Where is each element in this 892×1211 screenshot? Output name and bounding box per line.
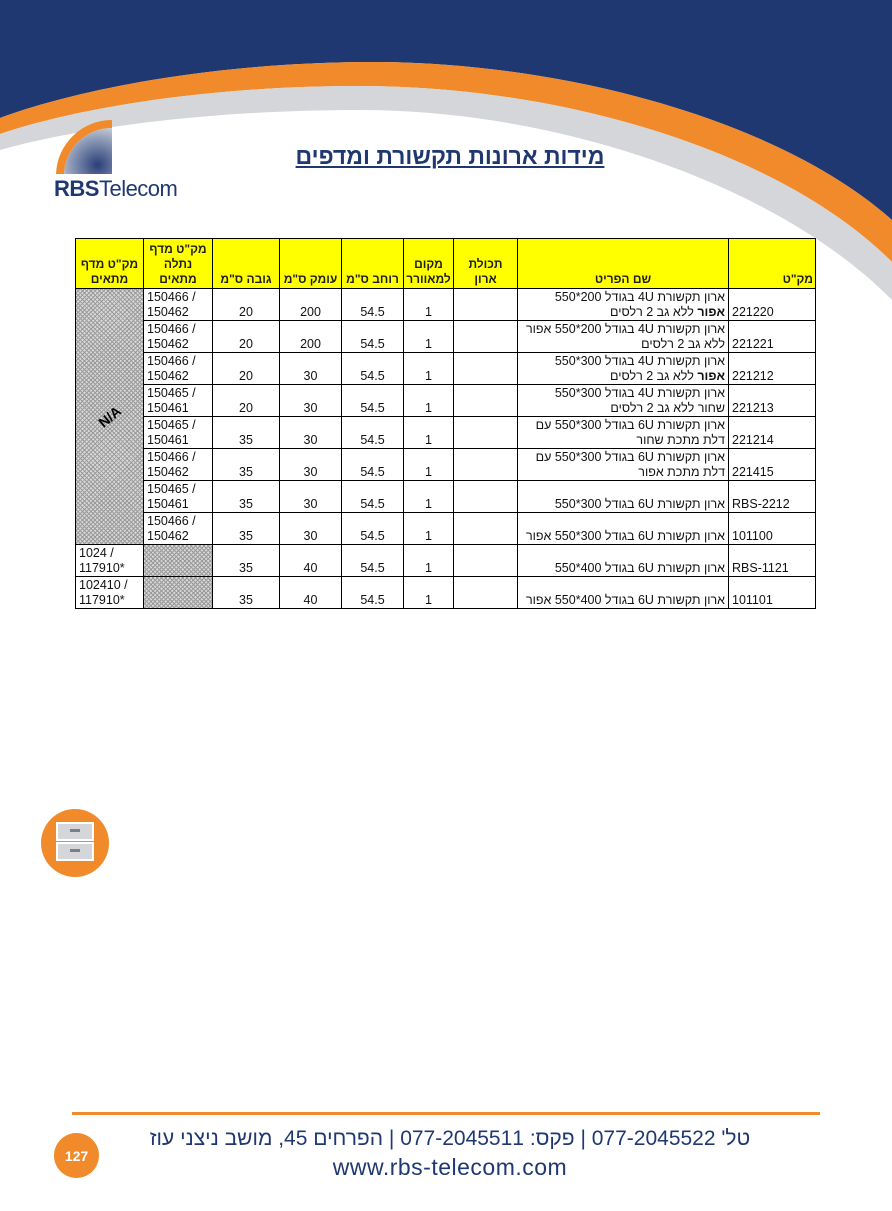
item-color-bold: אפור [697, 369, 725, 383]
table-row [76, 577, 816, 609]
footer-contact: טל' 077-2045522 | פקס: 077-2045511 | הפרחים 45, מושב ניצני עוז [149, 1127, 751, 1150]
cell-item-name [518, 577, 729, 609]
cell-height: 35 [213, 545, 280, 577]
cell-fan-slot: 1 [404, 353, 454, 385]
table-row [76, 321, 816, 353]
cell-depth: 30 [280, 481, 342, 513]
header-item-name: שם הפריט [518, 239, 729, 289]
cell-volume [454, 321, 518, 353]
cabinet-dimensions-table [75, 238, 816, 609]
cell-hanging-shelf: 150466 / 150462 [144, 513, 213, 545]
cell-hanging-shelf: 150466 / 150462 [144, 321, 213, 353]
cell-sku: RBS-2212 [729, 481, 816, 513]
cell-depth: 30 [280, 353, 342, 385]
brand-logo-text [54, 176, 177, 202]
item-name-line1: ארון תקשורת 4U בגודל 300*550 [554, 354, 725, 368]
cell-fan-slot: 1 [404, 513, 454, 545]
cell-hanging-shelf: 150466 / 150462 [144, 289, 213, 321]
cell-hanging-shelf: 150466 / 150462 [144, 449, 213, 481]
cell-depth: 200 [280, 289, 342, 321]
cell-item-name [518, 417, 729, 449]
item-name-line1: ארון תקשורת 4U בגודל 200*550 אפור [525, 322, 725, 336]
cell-volume [454, 385, 518, 417]
item-name-line1: ארון תקשורת 4U בגודל 200*550 [554, 290, 725, 304]
cell-item-name [518, 289, 729, 321]
cell-height: 20 [213, 385, 280, 417]
cell-width: 54.5 [342, 545, 404, 577]
cell-depth: 30 [280, 513, 342, 545]
cell-sku: 101100 [729, 513, 816, 545]
file-cabinet-icon [40, 808, 110, 878]
cell-volume [454, 353, 518, 385]
table-row [76, 481, 816, 513]
cell-depth: 30 [280, 417, 342, 449]
brand-name-light: Telecom [98, 176, 178, 201]
header-fan-slot: מקום למאוורר [404, 239, 454, 289]
table-row [76, 417, 816, 449]
cell-height: 35 [213, 481, 280, 513]
cell-item-name [518, 353, 729, 385]
cell-fan-slot: 1 [404, 481, 454, 513]
cell-height: 35 [213, 417, 280, 449]
cell-item-name [518, 385, 729, 417]
item-name-line1: ארון תקשורת 6U בגודל 300*550 עם [535, 418, 725, 432]
cell-item-name [518, 449, 729, 481]
item-name-rest: ארון תקשורת 6U בגודל 400*550 [554, 561, 725, 575]
item-name-rest: שחור ללא גב 2 רלסים [610, 401, 725, 415]
item-name-rest: דלת מתכת שחור [636, 433, 725, 447]
header-shelf: מק"ט מדף מתאים [76, 239, 144, 289]
cell-sku: 221212 [729, 353, 816, 385]
cell-sku: 221221 [729, 321, 816, 353]
cell-depth: 40 [280, 577, 342, 609]
table-header-row [76, 239, 816, 289]
item-color-bold: אפור [697, 305, 725, 319]
cell-item-name [518, 513, 729, 545]
cell-width: 54.5 [342, 577, 404, 609]
cell-sku: 101101 [729, 577, 816, 609]
cell-hanging-shelf-empty [144, 577, 213, 609]
cell-hanging-shelf: 150465 / 150461 [144, 385, 213, 417]
cell-width: 54.5 [342, 289, 404, 321]
cell-depth: 200 [280, 321, 342, 353]
table-row [76, 449, 816, 481]
table-row [76, 289, 816, 321]
header-depth: עומק ס"מ [280, 239, 342, 289]
cell-sku: 221213 [729, 385, 816, 417]
cell-volume [454, 513, 518, 545]
cell-width: 54.5 [342, 417, 404, 449]
item-name-line2 [521, 497, 725, 512]
cell-height: 35 [213, 513, 280, 545]
cell-shelf: 1024 / 117910* [76, 545, 144, 577]
cell-hanging-shelf-empty [144, 545, 213, 577]
item-name-rest: דלת מתכת אפור [638, 465, 725, 479]
header-width: רוחב ס"מ [342, 239, 404, 289]
header-sku: מק"ט [729, 239, 816, 289]
table-body [76, 289, 816, 609]
cell-width: 54.5 [342, 385, 404, 417]
item-name-rest: ללא גב 2 רלסים [641, 337, 725, 351]
cell-sku: 221214 [729, 417, 816, 449]
item-name-line1: ארון תקשורת 4U בגודל 300*550 [554, 386, 725, 400]
cell-item-name [518, 545, 729, 577]
cell-depth: 30 [280, 449, 342, 481]
item-name-line2 [521, 465, 725, 480]
footer-website-link[interactable]: www.rbs-telecom.com [332, 1154, 568, 1180]
cell-volume [454, 545, 518, 577]
item-name-line2 [521, 433, 725, 448]
page-number-badge: 127 [54, 1133, 99, 1178]
cell-height: 20 [213, 289, 280, 321]
cell-shelf-na [76, 289, 144, 545]
na-label: N/A [94, 402, 124, 430]
item-name-line2 [521, 529, 725, 544]
item-name-rest: ארון תקשורת 6U בגודל 300*550 אפור [525, 529, 725, 543]
item-name-line2 [521, 401, 725, 416]
cell-width: 54.5 [342, 481, 404, 513]
brand-name-bold: RBS [54, 176, 99, 201]
cell-fan-slot: 1 [404, 449, 454, 481]
cell-fan-slot: 1 [404, 289, 454, 321]
item-name-rest: ארון תקשורת 6U בגודל 400*550 אפור [525, 593, 725, 607]
header-height: גובה ס"מ [213, 239, 280, 289]
cell-fan-slot: 1 [404, 545, 454, 577]
cell-shelf: 102410 / 117910* [76, 577, 144, 609]
page-title: מידות ארונות תקשורת ומדפים [295, 143, 605, 169]
cell-fan-slot: 1 [404, 577, 454, 609]
table-row [76, 545, 816, 577]
cell-volume [454, 417, 518, 449]
cell-volume [454, 289, 518, 321]
item-name-rest: ללא גב 2 רלסים [610, 369, 698, 383]
item-name-rest: ארון תקשורת 6U בגודל 300*550 [554, 497, 725, 511]
cell-volume [454, 577, 518, 609]
cell-fan-slot: 1 [404, 321, 454, 353]
cell-sku: RBS-1121 [729, 545, 816, 577]
cell-volume [454, 481, 518, 513]
cell-volume [454, 449, 518, 481]
item-name-rest: ללא גב 2 רלסים [610, 305, 698, 319]
footer-divider [72, 1112, 820, 1115]
cell-width: 54.5 [342, 353, 404, 385]
table-row [76, 385, 816, 417]
item-name-line2 [521, 337, 725, 352]
cell-sku: 221415 [729, 449, 816, 481]
item-name-line2 [521, 369, 725, 384]
cell-fan-slot: 1 [404, 417, 454, 449]
header-hanging-shelf: מק"ט מדף נתלה מתאים [144, 239, 213, 289]
cell-depth: 40 [280, 545, 342, 577]
cell-width: 54.5 [342, 321, 404, 353]
cell-hanging-shelf: 150465 / 150461 [144, 481, 213, 513]
cell-item-name [518, 321, 729, 353]
cell-depth: 30 [280, 385, 342, 417]
table-row [76, 353, 816, 385]
cell-height: 20 [213, 353, 280, 385]
cell-width: 54.5 [342, 449, 404, 481]
cell-fan-slot: 1 [404, 385, 454, 417]
cell-hanging-shelf: 150465 / 150461 [144, 417, 213, 449]
item-name-line1: ארון תקשורת 6U בגודל 300*550 עם [535, 450, 725, 464]
cell-height: 35 [213, 449, 280, 481]
cell-sku: 221220 [729, 289, 816, 321]
table-row [76, 513, 816, 545]
cell-height: 20 [213, 321, 280, 353]
header-volume: תכולת ארון [454, 239, 518, 289]
cell-height: 35 [213, 577, 280, 609]
cell-hanging-shelf: 150466 / 150462 [144, 353, 213, 385]
item-name-line2 [521, 593, 725, 608]
item-name-line2 [521, 561, 725, 576]
item-name-line2 [521, 305, 725, 320]
cell-item-name [518, 481, 729, 513]
cell-width: 54.5 [342, 513, 404, 545]
